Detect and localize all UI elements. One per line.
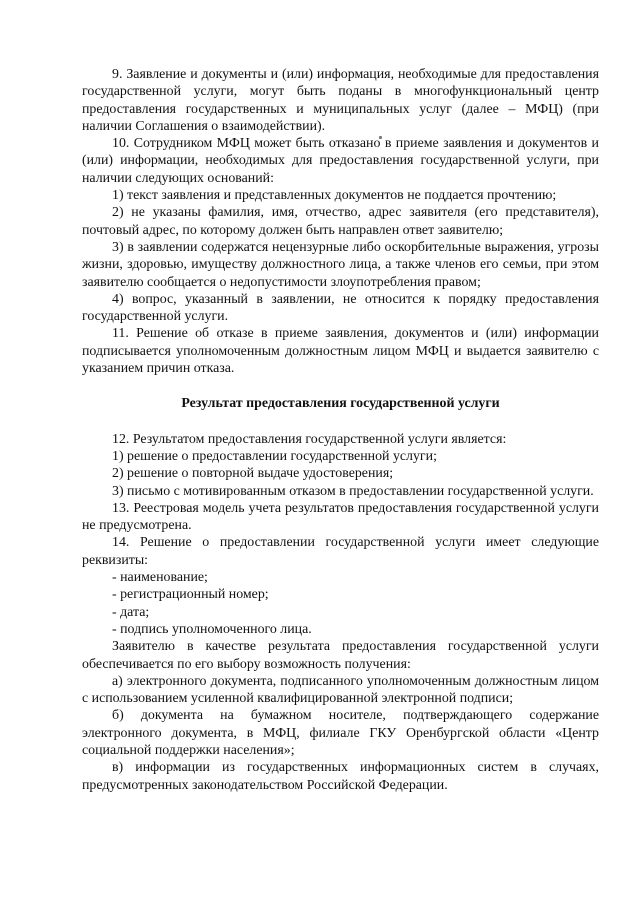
paragraph-9: 9. Заявление и документы и (или) информация, необходимые для предоставления государственной услуги, могут быть поданы в многофункциональный центр предоставления государственных и муниципальных услуг (далее – МФЦ) (при наличии Соглашения о взаимодействии).: [82, 67, 599, 134]
paragraph-10-item-3: 3) в заявлении содержатся нецензурные либо оскорбительные выражения, угрозы жизни, здоровью, имуществу должностного лица, а также членов его семьи, при этом заявителю сообщается о недопустимости злоупотребления правом;: [82, 239, 599, 290]
paragraph-12-item-1: 1) решение о предоставлении государственной услуги;: [112, 448, 437, 464]
result-option-c: в) информации из государственных информационных систем в случаях, предусмотренных законодательством Российской Федерации.: [82, 760, 599, 793]
result-option-a: а) электронного документа, подписанного уполномоченным должностным лицом с использованием усиленной квалифицированной электронной подписи;: [82, 673, 599, 707]
paragraph-10-item-4: 4) вопрос, указанный в заявлении, не относится к порядку предоставления государственной услуги.: [82, 291, 599, 325]
result-option-b: б) документа на бумажном носителе, подтверждающего содержание электронного документа, в МФЦ, филиале ГКУ Оренбургской области «Центр социальной поддержки населения»;: [82, 708, 599, 758]
paragraph-10-item-2: 2) не указаны фамилия, имя, отчество, адрес заявителя (его представителя), почтовый адрес, по которому должен быть направлен ответ заявителю;: [82, 205, 599, 238]
paragraph-12-item-3: 3) письмо с мотивированным отказом в предоставлении государственной услуги.: [112, 483, 594, 499]
document-body: [82, 66, 599, 794]
paragraph-result-options: Заявителю в качестве результата предоставления государственной услуги обеспечивается по его выбору возможность получения:: [82, 639, 599, 672]
requisite-date: - дата;: [112, 604, 150, 620]
requisite-name: - наименование;: [112, 570, 208, 586]
requisite-signature: - подпись уполномоченного лица.: [112, 621, 312, 637]
section-heading: Результат предоставления государственной услуги: [181, 396, 500, 412]
paragraph-11: 11. Решение об отказе в приеме заявления, документов и (или) информации подписывается уполномоченным должностным лицом МФЦ и выдается заявителю с указанием причин отказа.: [82, 326, 599, 377]
paragraph-12-item-2: 2) решение о повторной выдаче удостоверения;: [112, 466, 394, 482]
paragraph-14: 14. Решение о предоставлении государственной услуги имеет следующие реквизиты:: [82, 535, 599, 568]
paragraph-13: 13. Реестровая модель учета результатов предоставления государственной услуги не предусмотрена.: [82, 500, 599, 534]
requisite-number: - регистрационный номер;: [112, 587, 269, 603]
paragraph-10-item-1: 1) текст заявления и представленных документов не поддается прочтению;: [112, 188, 557, 204]
paragraph-10: 10. Сотрудником МФЦ может быть отказано в приеме заявления и документов и (или) информации, необходимых для предоставления государственной услуги, при наличии следующих оснований:: [82, 136, 599, 186]
paragraph-12: 12. Результатом предоставления государственной услуги является:: [112, 431, 507, 447]
